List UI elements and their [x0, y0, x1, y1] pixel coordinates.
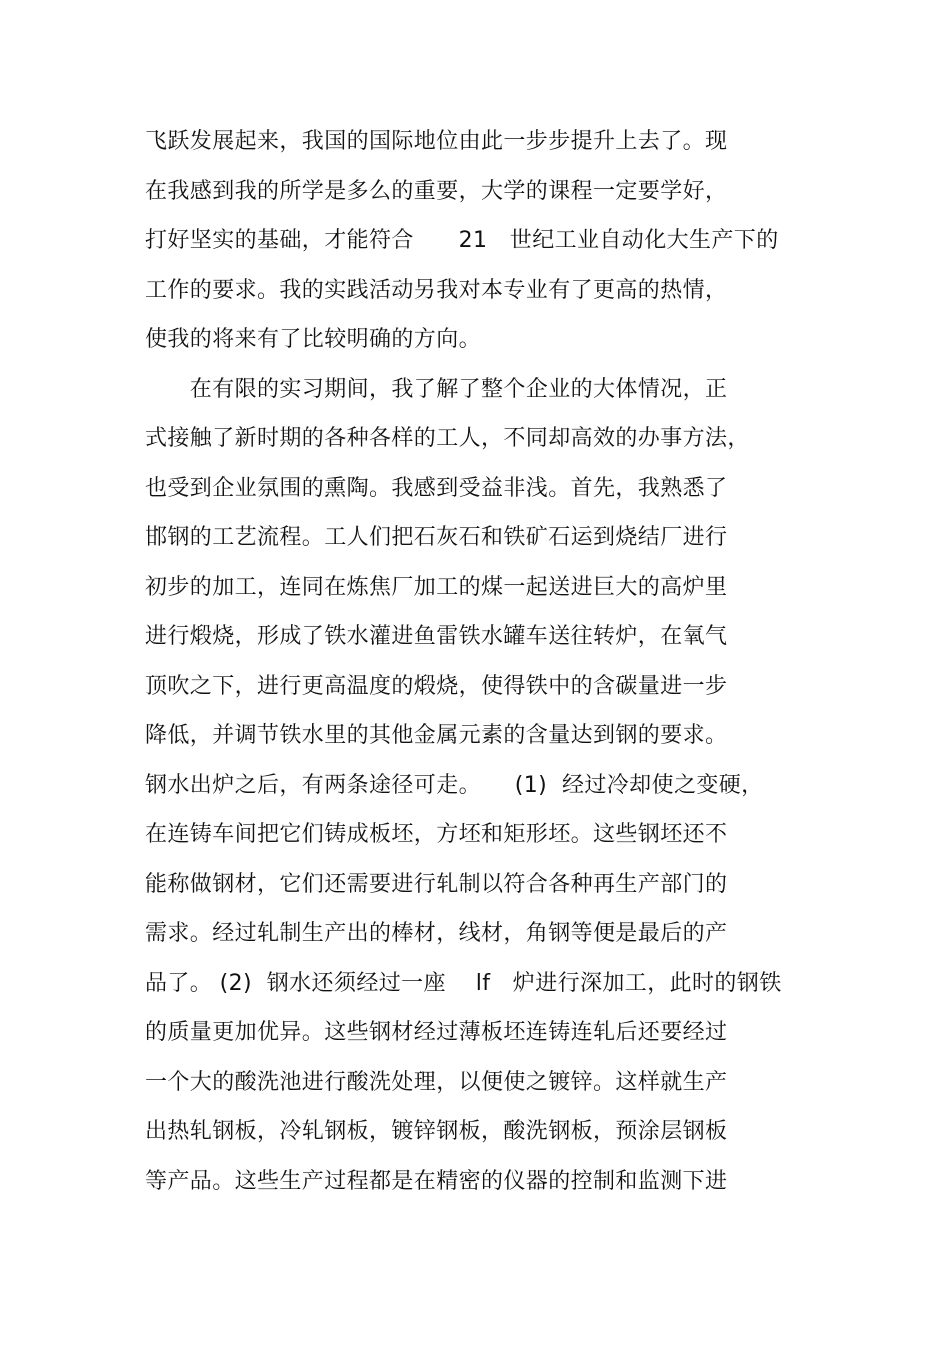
text-line: 顶吹之下，进行更高温度的煅烧，使得铁中的含碳量进一步 [145, 674, 728, 699]
text-line: 使我的将来有了比较明确的方向。 [145, 327, 482, 352]
text-line: 进行煅烧，形成了铁水灌进鱼雷铁水罐车送往转炉，在氧气 [145, 624, 728, 649]
text-line: 降低，并调节铁水里的其他金属元素的含量达到钢的要求。 [145, 723, 728, 748]
text-line: 钢水出炉之后，有两条途径可走。 (1) 经过冷却使之变硬， [145, 773, 764, 798]
text-line: 等产品。这些生产过程都是在精密的仪器的控制和监测下进 [145, 1169, 728, 1194]
text-line: 出热轧钢板，冷轧钢板，镀锌钢板，酸洗钢板，预涂层钢板 [145, 1119, 728, 1144]
text-line: 在我感到我的所学是多么的重要，大学的课程一定要学好， [145, 179, 728, 204]
text-line: 飞跃发展起来，我国的国际地位由此一步步提升上去了。现 [145, 129, 728, 154]
text-line: 能称做钢材，它们还需要进行轧制以符合各种再生产部门的 [145, 872, 728, 897]
text-line: 需求。经过轧制生产出的棒材，线材，角钢等便是最后的产 [145, 921, 728, 946]
text-line: 式接触了新时期的各种各样的工人，不同却高效的办事方法， [145, 426, 750, 451]
text-line: 工作的要求。我的实践活动另我对本专业有了更高的热情， [145, 278, 728, 303]
text-line: 打好坚实的基础，才能符合 21 世纪工业自动化大生产下的 [145, 228, 779, 253]
text-line: 也受到企业氛围的熏陶。我感到受益非浅。首先，我熟悉了 [145, 476, 728, 501]
text-line: 品了。 (2) 钢水还须经过一座 lf 炉进行深加工，此时的钢铁 [145, 971, 782, 996]
text-line: 邯钢的工艺流程。工人们把石灰石和铁矿石运到烧结厂进行 [145, 525, 728, 550]
text-line: 初步的加工，连同在炼焦厂加工的煤一起送进巨大的高炉里 [145, 575, 728, 600]
text-line: 的质量更加优异。这些钢材经过薄板坯连铸连轧后还要经过 [145, 1020, 728, 1045]
text-line: 在有限的实习期间，我了解了整个企业的大体情况，正 [145, 377, 728, 402]
text-line: 在连铸车间把它们铸成板坯，方坯和矩形坯。这些钢坯还不 [145, 822, 728, 847]
text-line: 一个大的酸洗池进行酸洗处理，以便使之镀锌。这样就生产 [145, 1070, 728, 1095]
